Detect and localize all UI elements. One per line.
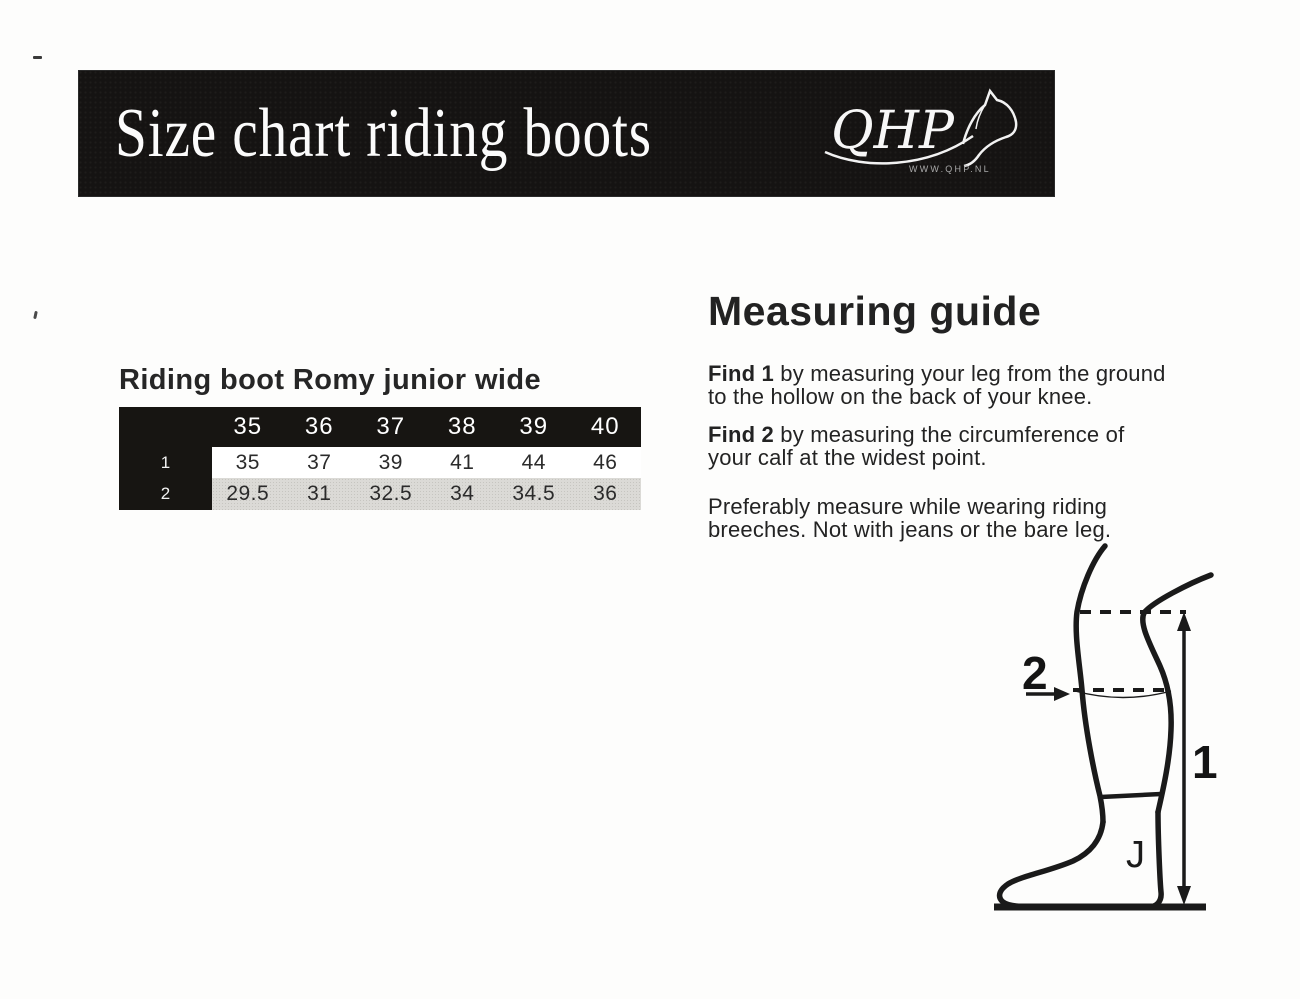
qhp-logo [823, 86, 1037, 182]
column-header: 35 [233, 413, 263, 440]
table-cell: 32.5 [369, 482, 413, 505]
find-2-lead: Find 2 [708, 422, 774, 447]
qhp-logo-graphic [823, 86, 1037, 182]
scan-artifact-comma [33, 311, 38, 319]
size-table-header-row [119, 407, 641, 447]
table-cell: 46 [593, 450, 618, 474]
guide-paragraph-find-1 [708, 362, 1228, 408]
guide-paragraph-note [708, 495, 1228, 541]
table-cell: 29.5 [226, 482, 270, 505]
sock-line [1101, 794, 1161, 797]
measure-1-arrowhead-bottom [1177, 886, 1191, 905]
table-row [119, 478, 641, 510]
scan-artifact-dash [33, 56, 42, 59]
measuring-guide [708, 288, 1228, 541]
leg-illustration-svg [980, 540, 1240, 940]
table-row [119, 447, 641, 478]
table-cell: 35 [235, 450, 260, 474]
row-label: 2 [119, 478, 212, 510]
column-header: 38 [447, 413, 477, 440]
row-label: 1 [119, 447, 212, 478]
measure-1-arrowhead-top [1177, 612, 1191, 631]
guide-text: by measuring the circumference of [773, 422, 1125, 447]
guide-text: your calf at the widest point. [708, 445, 987, 470]
ankle-mark: J [1126, 834, 1145, 876]
guide-text: to the hollow on the back of your knee. [708, 384, 1093, 409]
size-table [119, 407, 641, 510]
measuring-guide-title: Measuring guide [708, 288, 1042, 334]
column-header: 39 [519, 413, 549, 440]
guide-paragraph-find-2 [708, 423, 1228, 469]
table-cell: 39 [378, 450, 403, 474]
column-header: 40 [590, 413, 620, 440]
banner-title: Size chart riding boots [115, 94, 652, 172]
banner [78, 70, 1055, 197]
table-cell: 34 [450, 482, 475, 505]
front-leg-line [1076, 546, 1105, 822]
table-cell: 34.5 [512, 482, 556, 505]
horse-head-icon [963, 91, 1016, 166]
qhp-logo-url: WWW.QHP.NL [909, 164, 991, 174]
find-1-lead: Find 1 [708, 361, 774, 386]
measure-2-arrowhead [1054, 687, 1070, 701]
guide-text: breeches. Not with jeans or the bare leg. [708, 517, 1112, 542]
measure-2-label: 2 [1022, 647, 1048, 699]
column-header: 37 [376, 413, 406, 440]
size-table-title: Riding boot Romy junior wide [119, 364, 542, 396]
guide-text: by measuring your leg from the ground [773, 361, 1166, 386]
guide-text: Preferably measure while wearing riding [708, 494, 1108, 519]
leg-measurement-illustration [980, 540, 1240, 940]
table-cell: 44 [521, 450, 546, 474]
size-table-corner-cell [119, 407, 212, 447]
table-cell: 31 [307, 482, 332, 505]
table-cell: 36 [593, 482, 618, 505]
column-header: 36 [304, 413, 334, 440]
table-cell: 37 [307, 450, 332, 474]
table-cell: 41 [450, 450, 475, 474]
qhp-logo-text: QHP [831, 101, 954, 161]
measure-1-label: 1 [1192, 736, 1218, 788]
